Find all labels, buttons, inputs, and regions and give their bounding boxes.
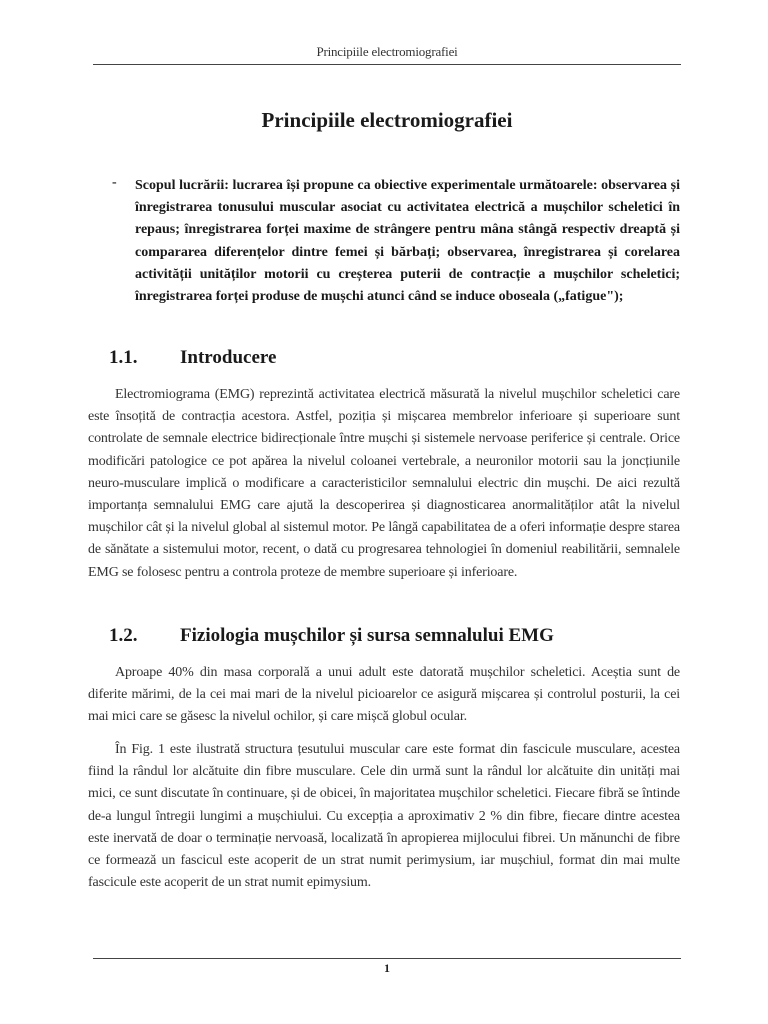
- footer-rule: [93, 958, 681, 959]
- section-title: Fiziologia mușchilor și sursa semnalului EMG: [180, 625, 554, 646]
- paragraph-fiziologia-2: În Fig. 1 este ilustrată structura țesutului muscular care este format din fascicule musculare, acestea fiind la rândul lor alcătuite din fibre musculare. Cele din urmă sunt la rândul lor alcătuite din unități mai mici, ce sunt discutate în continuare, și de obicei, în majoritatea mușchilor scheletici. Fiecare fibră se întinde de-a lungul întregii lungimi a mușchiului. Cu excepția a aproximativ 2 % din fibre, fiecare dintre acestea este inervată de doar o terminație nervoasă, localizată în apropierea mijlocului fibrei. Un mănunchi de fibre ce formează un fascicul este acoperit de un strat numit perimysium, iar mușchiul, format din mai multe fascicule este acoperit de un strat numit epimysium.: [88, 742, 680, 891]
- running-header: Principiile electromiografiei: [316, 44, 458, 59]
- objective-text: Scopul lucrării: lucrarea își propune ca obiective experimentale următoarele: observarea și înregistrarea tonusului muscular asociat cu activitatea electrică a mușchilor scheletici în repaus; înregistrarea forței maxime de strângere pentru mâna stângă respectiv dreaptă și compararea diferențelor dintre femei și bărbați; observarea, înregistrarea și corelarea activității unităților motorii cu creșterea puterii de contracție a mușchilor scheletici; înregistrarea forței produse de mușchi atunci când se induce oboseala („fatigue");: [135, 178, 680, 305]
- paragraph-fiziologia-1: Aproape 40% din masa corporală a unui adult este datorată mușchilor scheletici. Aceștia sunt de diferite mărimi, de la cei mai mari de la nivelul picioarelor ce asigură mișcarea și controlul posturii, la cei mai mici care se găsesc la nivelul ochilor, și care mișcă globul ocular.: [88, 665, 680, 725]
- list-dash: -: [112, 175, 117, 190]
- section-number: 1.2.: [109, 625, 138, 646]
- page-number: 1: [384, 961, 390, 975]
- page-title: Principiile electromiografiei: [261, 108, 513, 132]
- section-number: 1.1.: [109, 347, 138, 368]
- paragraph-introducere: Electromiograma (EMG) reprezintă activitatea electrică măsurată la nivelul mușchilor scheletici care este însoțită de contracția acestora. Astfel, poziția și mișcarea membrelor inferioare și superioare sunt controlate de semnale electrice bidirecționale între mușchi și sistemele nervoase periferice și centrale. Orice modificări patologice ce pot apărea la nivelul coloanei vertebrale, a neuronilor motorii sau la joncțiunile neuro-musculare implică o modificare a caracteristicilor semnalului electric din mușchi. De aici rezultă importanța semnalului EMG care ajută la descoperirea și diagnosticarea anormalităților atât la nivelul mușchilor cât și la nivelul global al sistemul motor. Pe lângă capabilitatea de a oferi informație despre starea de sănătate a sistemului motor, recent, o dată cu progresarea tehnologiei în domeniul reabilitării, semnalele EMG se folosesc pentru a controla proteze de membre superioare și inferioare.: [88, 387, 680, 580]
- section-title: Introducere: [180, 347, 277, 368]
- header-rule: [93, 64, 681, 65]
